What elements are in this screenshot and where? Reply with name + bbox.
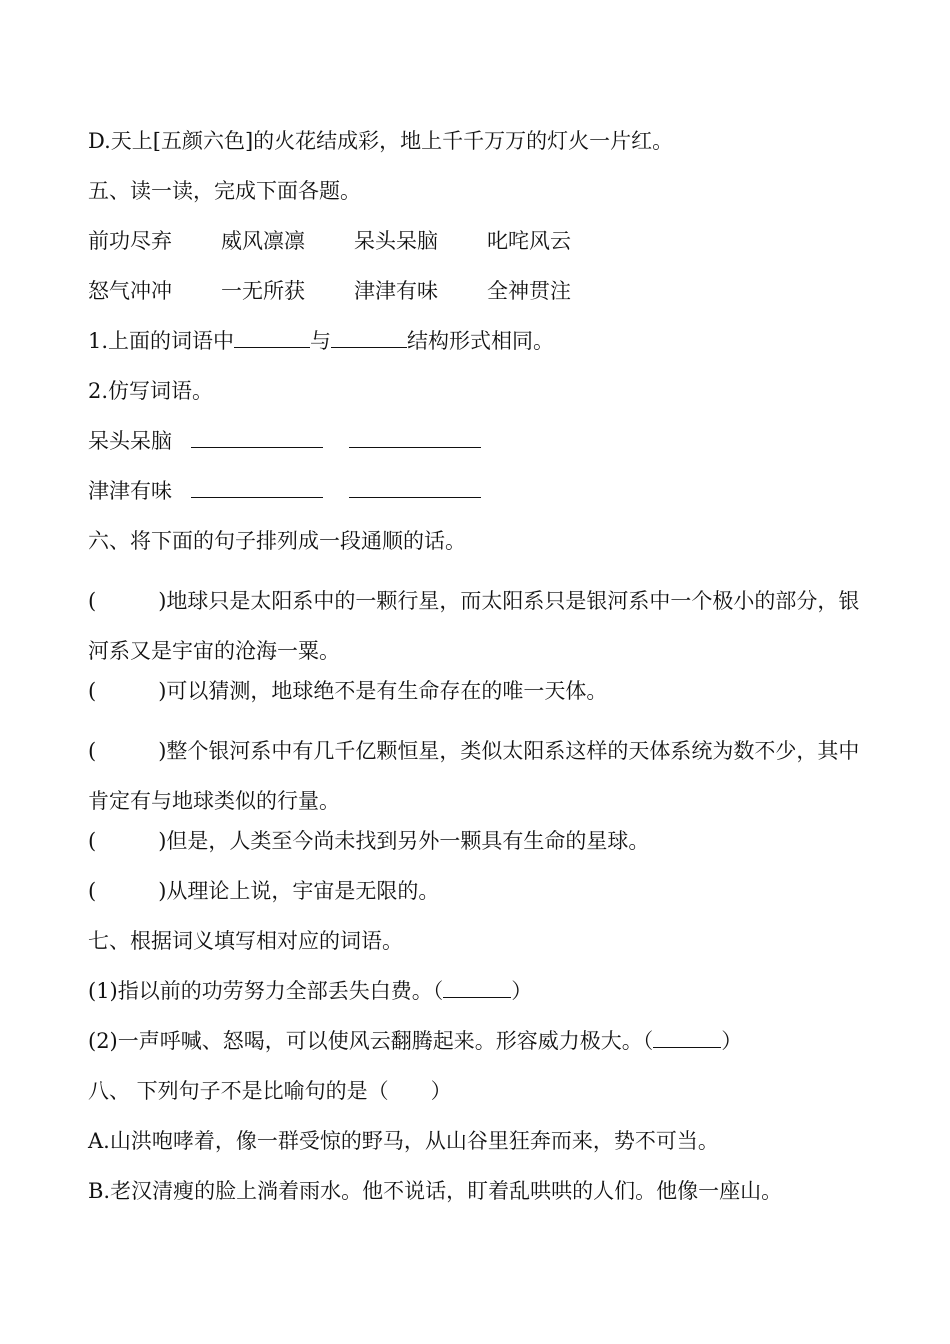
question-1-mid: 与	[310, 329, 332, 353]
sentence-text: 整个银河系中有几千亿颗恒星，类似太阳系这样的天体系统为数不少，其中肯定有与地球类似的行量。	[88, 739, 860, 813]
definition-close: ）	[721, 1029, 743, 1053]
definition-1	[88, 976, 890, 1006]
section-8-title: 八、 下列句子不是比喻句的是（ ）	[88, 1079, 452, 1103]
order-paren-open: (	[88, 589, 97, 613]
definition-2	[88, 1026, 890, 1056]
word-list-row-2	[88, 276, 890, 306]
order-paren-close: )	[158, 879, 167, 903]
definition-close: ）	[511, 979, 533, 1003]
answer-blank[interactable]	[191, 427, 323, 448]
question-2: 2.仿写词语。	[88, 379, 214, 403]
sentence-4	[88, 826, 890, 856]
answer-blank[interactable]	[191, 477, 323, 498]
question-1	[88, 326, 890, 356]
answer-blank[interactable]	[443, 977, 511, 998]
option-d: D.天上[五颜六色]的火花结成彩，地上千千万万的灯火一片红。	[88, 129, 674, 153]
word-item: 威风凛凛	[221, 229, 305, 253]
question-1-prefix: 1.上面的词语中	[88, 329, 235, 353]
order-paren-close: )	[158, 829, 167, 853]
imitate-row-1	[88, 426, 890, 456]
sentence-text: 地球只是太阳系中的一颗行星，而太阳系只是银河系中一个极小的部分，银河系又是宇宙的沧海一粟。	[88, 589, 860, 663]
order-paren-open: (	[88, 879, 97, 903]
order-paren-open: (	[88, 739, 97, 763]
sentence-text: 可以猜测，地球绝不是有生命存在的唯一天体。	[166, 679, 608, 703]
answer-blank[interactable]	[349, 427, 481, 448]
word-item: 叱咤风云	[487, 229, 571, 253]
order-paren-close: )	[158, 679, 167, 703]
imitate-word: 津津有味	[88, 479, 172, 503]
order-paren-open: (	[88, 829, 97, 853]
question-1-suffix: 结构形式相同。	[407, 329, 555, 353]
answer-blank[interactable]	[331, 327, 407, 348]
word-item: 呆头呆脑	[354, 229, 438, 253]
section-5-title: 五、读一读，完成下面各题。	[88, 179, 361, 203]
order-paren-close: )	[158, 739, 167, 763]
word-item: 怒气冲冲	[88, 279, 172, 303]
order-paren-open: (	[88, 679, 97, 703]
section-6-title: 六、将下面的句子排列成一段通顺的话。	[88, 529, 466, 553]
sentence-2	[88, 676, 890, 706]
word-item: 一无所获	[221, 279, 305, 303]
option-a: A.山洪咆哮着，像一群受惊的野马，从山谷里狂奔而来，势不可当。	[88, 1129, 719, 1153]
sentence-text: 但是，人类至今尚未找到另外一颗具有生命的星球。	[166, 829, 650, 853]
answer-blank[interactable]	[653, 1027, 721, 1048]
definition-text: (1)指以前的功劳努力全部丢失白费。（	[88, 979, 444, 1003]
word-list-row-1	[88, 226, 890, 256]
sentence-3	[88, 726, 870, 826]
option-b: B.老汉清瘦的脸上淌着雨水。他不说话，盯着乱哄哄的人们。他像一座山。	[88, 1179, 783, 1203]
word-item: 前功尽弃	[88, 229, 172, 253]
sentence-1	[88, 576, 870, 676]
word-item: 全神贯注	[487, 279, 571, 303]
answer-blank[interactable]	[349, 477, 481, 498]
answer-blank[interactable]	[234, 327, 310, 348]
imitate-word: 呆头呆脑	[88, 429, 172, 453]
order-paren-close: )	[158, 589, 167, 613]
sentence-5	[88, 876, 890, 906]
word-item: 津津有味	[354, 279, 438, 303]
imitate-row-2	[88, 476, 890, 506]
sentence-text: 从理论上说，宇宙是无限的。	[166, 879, 440, 903]
section-7-title: 七、根据词义填写相对应的词语。	[88, 929, 403, 953]
definition-text: (2)一声呼喊、怒喝，可以使风云翻腾起来。形容威力极大。（	[88, 1029, 654, 1053]
